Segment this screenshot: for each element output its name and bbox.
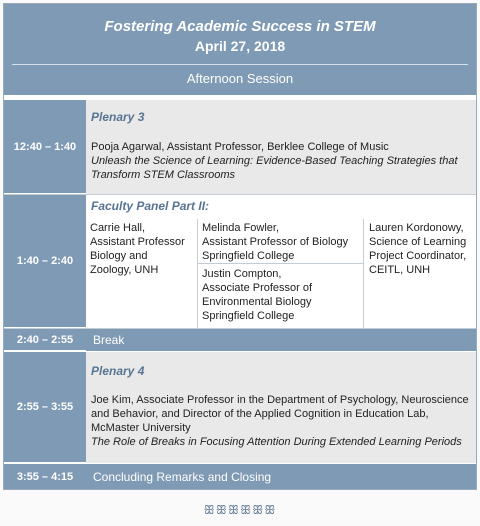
panelist-kordonowy — [365, 219, 475, 328]
schedule-row-plenary4 — [4, 352, 476, 464]
session-heading: Plenary 4 — [91, 364, 145, 378]
speaker-affiliation: McMaster University — [91, 422, 191, 434]
event-date: April 27, 2018 — [194, 38, 286, 54]
closing-label: Concluding Remarks and Closing — [93, 469, 272, 484]
panelist-detail: Associate Professor of — [202, 282, 313, 294]
panelist-detail: CEITL, UNH — [369, 264, 431, 276]
row-content — [87, 352, 476, 463]
speaker-role: , Assistant Professor, Berklee College of Music — [161, 141, 389, 153]
time-cell: 2:55 – 3:55 — [4, 352, 86, 463]
talk-title-line1: Unleash the Science of Learning: Evidence-Based Teaching Strategies that — [91, 155, 458, 167]
session-label: Afternoon Session — [186, 71, 294, 86]
event-title: Fostering Academic Success in STEM — [104, 18, 376, 35]
footer-ornament-icon: ꕥꕥꕥꕥꕥꕥ — [203, 503, 277, 517]
agenda-header — [4, 4, 476, 95]
panelist-name: Lauren Kordonowy, — [369, 222, 464, 234]
panelist-fowler-compton — [199, 219, 363, 328]
panel-divider — [197, 219, 198, 328]
speaker-name: Joe Kim — [91, 394, 131, 406]
speaker-line — [91, 393, 476, 407]
panelist-detail: Assistant Professor — [90, 236, 185, 248]
talk-title: The Role of Breaks in Focusing Attention During Extended Learning Periods — [91, 436, 462, 448]
panel-divider — [363, 219, 364, 328]
panelist-name: Carrie Hall, — [90, 222, 146, 234]
panelist-detail: Assistant Professor of Biology — [202, 236, 349, 248]
panelist-detail: Biology and — [90, 250, 148, 262]
break-label: Break — [93, 333, 125, 347]
panelist-hall — [87, 219, 195, 328]
time-cell: 12:40 – 1:40 — [4, 100, 86, 194]
panelist-detail: Zoology, UNH — [90, 264, 159, 276]
speaker-role-cont: and Behavior, and Director of the Applied Cognition in Education Lab, — [91, 408, 429, 420]
panelist-name: Melinda Fowler, — [202, 222, 280, 234]
speaker-line — [91, 140, 476, 154]
panel-inner-divider — [198, 263, 363, 264]
session-heading: Faculty Panel Part II: — [91, 199, 210, 213]
panelist-detail: Project Coordinator, — [369, 250, 467, 262]
speaker-name: Pooja Agarwal — [91, 141, 162, 153]
time-cell: 3:55 – 4:15 — [4, 464, 86, 489]
schedule-row-break — [4, 329, 476, 352]
talk-title-line2: Transform STEM Classrooms — [91, 169, 236, 181]
schedule-row-closing — [4, 464, 476, 489]
speaker-role: , Associate Professor in the Department of Psychology, Neuroscience — [130, 394, 469, 406]
time-cell: 2:40 – 2:55 — [4, 329, 86, 351]
panelist-name: Justin Compton, — [202, 268, 282, 280]
agenda-frame — [3, 3, 477, 490]
panelist-detail: Environmental Biology — [202, 296, 312, 308]
session-heading: Plenary 3 — [91, 110, 145, 124]
panel-grid — [87, 219, 476, 328]
panelist-detail: Springfield College — [202, 250, 295, 262]
schedule-row-panel — [4, 195, 476, 329]
panelist-detail: Springfield College — [202, 310, 295, 322]
time-cell: 1:40 – 2:40 — [4, 195, 86, 328]
row-content — [87, 100, 476, 194]
panelist-detail: Science of Learning — [369, 236, 467, 248]
row-content — [87, 195, 476, 328]
schedule-row-plenary3 — [4, 100, 476, 195]
header-divider — [12, 64, 468, 65]
